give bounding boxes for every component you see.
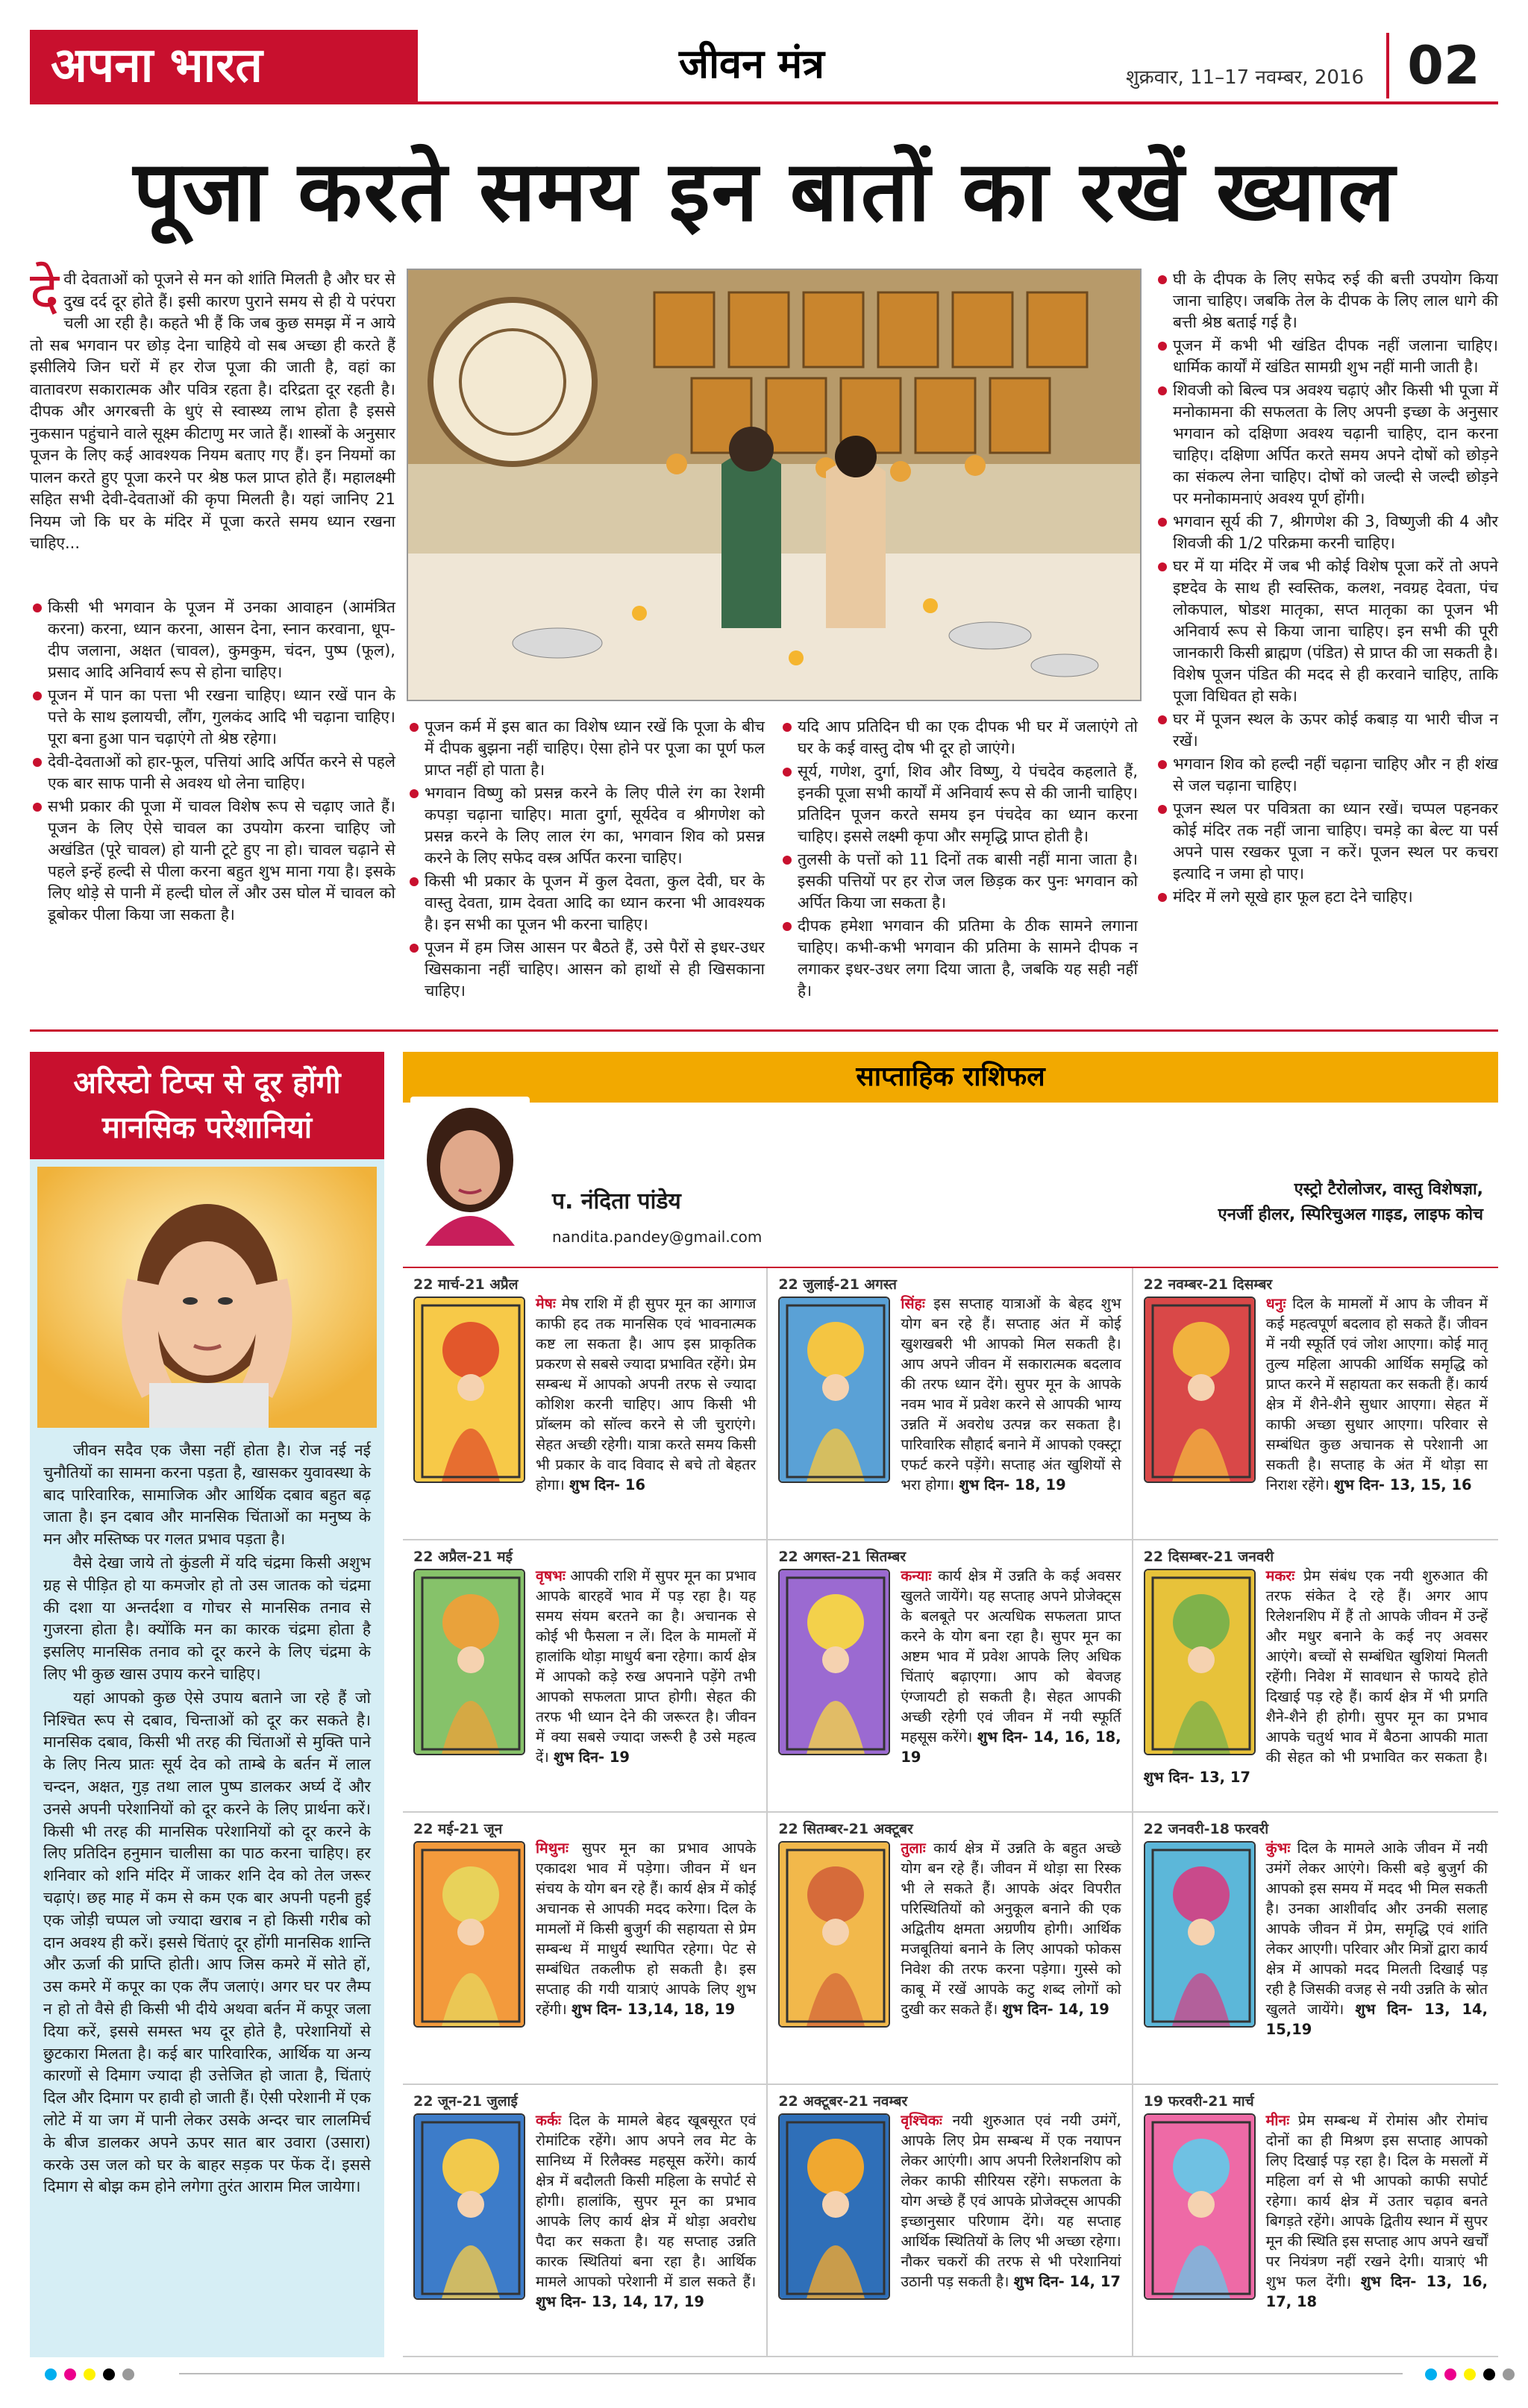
horoscope-card (1133, 2085, 1498, 2357)
woman-illustration (37, 1167, 377, 1428)
color-dot (103, 2368, 115, 2380)
lucky-days: शुभ दिन- 14, 19 (1002, 2001, 1109, 2018)
horoscope-card (403, 1813, 768, 2085)
horoscope-card (768, 2085, 1133, 2357)
list-item: भगवान विष्णु को प्रसन्न करने के लिए पीले रंग का रेशमी कपड़ा चढ़ाना चाहिए। माता दुर्गा, सूर्यदेव व श्रीगणेश को प्रसन्न करने के लिए लाल रंग का, भगवान शिव को प्रसन्न करने के लिए सफेद वस्त्र अर्पित करना चाहिए। (407, 783, 765, 869)
list-item: मंदिर में लगे सूखे हार फूल हटा देने चाहिए। (1155, 886, 1498, 908)
list-item: सूर्य, गणेश, दुर्गा, शिव और विष्णु, ये पंचदेव कहलाते हैं, इनकी पूजा सभी कार्यों में अनिवार्य रूप से की जानी चाहिए। प्रतिदिन पूजन करते समय इन पंचदेव का ध्यान करना चाहिए। इससे लक्ष्मी कृपा और समृद्धि प्राप्त होती है। (780, 761, 1138, 847)
color-dots-right (1425, 2368, 1515, 2380)
tarot-card-image (1144, 1297, 1256, 1483)
lucky-days: शुभ दिन- 13, 15, 16 (1333, 1476, 1472, 1493)
forecast-text: प्रेम संबंध एक नयी शुरुआत की तरफ संकेत दे रहे हैं। अगर आप रिलेशनशिप में हैं तो आपके जीवन में उन्हें और मधुर बनाने के कई नए अवसर आएंगे। बच्चों से सम्बंधित खुशियां मिलती रहेंगी। निवेश में सावधान से फायदे होते दिखाई पड़ रहे हैं। कार्य क्षेत्र में भी प्रगति शैने-शैने ही होगी। सुपर मून का प्रभाव आपके चतुर्थ भाव में बैठना आपकी माता की सेहत को भी प्रभावित कर सकता है। (1265, 1567, 1488, 1766)
sign-name: वृश्चिकः (901, 2112, 942, 2129)
sidebar-title: अरिस्टो टिप्स से दूर होंगी मानसिक परेशानियां (30, 1052, 384, 1159)
list-item: पूजन में कभी भी खंडित दीपक नहीं जलाना चाहिए। धार्मिक कार्यों में खंडित सामग्री शुभ नहीं मानी जाती है। (1155, 335, 1498, 378)
forecast-text: सुपर मून का प्रभाव आपके एकादश भाव में पड़ेगा। जीवन में धन संचय के योग बन रहे हैं। कार्य क्षेत्र में कोई अचानक से आपकी मदद करेगा। दिल के मामलों में किसी बुजुर्ग की सहायता से प्रेम सम्बन्ध में माधुर्य स्थापित रहेगा। पेट से सम्बंधित तकलीफ हो सकती है। इस सप्ताह की गयी यात्राएं आपके लिए शुभ रहेंगी। (536, 1840, 757, 2018)
list-item: तुलसी के पत्तों को 11 दिनों तक बासी नहीं माना जाता है। इसकी पत्तियों पर हर रोज जल छिड़क कर पुनः भगवान को अर्पित किया जा सकता है। (780, 849, 1138, 914)
sign-name: कन्याः (901, 1567, 932, 1584)
rules-column-2 (407, 716, 765, 1003)
dateline: शुक्रवार, 11–17 नवम्बर, 2016 (1126, 66, 1364, 89)
section-divider (30, 1029, 1498, 1032)
sign-date-range: 19 फरवरी-21 मार्च (1143, 2093, 1254, 2110)
tarot-card-image (413, 1841, 525, 2028)
sign-date-range: 22 अगस्त-21 सितम्बर (778, 1549, 907, 1565)
forecast-text: दिल के मामले बेहद खूबसूरत एवं रोमांटिक रहेंगे। आप अपने लव मेट के सानिध्य में रिलैक्स्ड महसूस करेंगे। कार्य क्षेत्र में बदौलती किसी महिला के सपोर्ट से होगी। हालांकि, सुपर मून का प्रभाव आपके लिए कार्य क्षेत्र में थोड़ा अवरोध पैदा कर सकता है। यह सप्ताह उन्नति कारक स्थितियां बना रहा है। आर्थिक मामले आपको परेशानी में डाल सकते हैं। (536, 2112, 757, 2290)
lucky-days: शुभ दिन- 14, 17 (1013, 2273, 1121, 2290)
tarot-card-image (1144, 1569, 1256, 1755)
horoscope-card (1133, 1268, 1498, 1540)
tarot-illustration (415, 2115, 525, 2300)
list-item: शिवजी को बिल्व पत्र अवश्य चढ़ाएं और किसी भी पूजा में मनोकामना की सफलता के लिए अपनी इच्छा के अनुसार भगवान को दक्षिणा अवश्य चढ़ानी चाहिए, दान करना चाहिए। दक्षिणा अर्पित करते समय अपने दोषों को छोड़ने का संकल्प लेना चाहिए। दोषों को जल्दी से जल्दी छोड़ने पर मनोकामनाएं अवश्य पूर्ण होंगी। (1155, 380, 1498, 509)
temple-illustration (408, 270, 1142, 701)
footer-color-bar (30, 2368, 1498, 2383)
horoscope-title-bar (403, 1052, 1498, 1103)
author-avatar (410, 1097, 530, 1246)
horoscope-grid (403, 1267, 1498, 2357)
dropcap: दे (30, 260, 60, 324)
list-item: घी के दीपक के लिए सफेद रुई की बत्ती उपयोग किया जाना चाहिए। जबकि तेल के दीपक के लिए लाल धागे की बत्ती श्रेष्ठ बताई गई है। (1155, 269, 1498, 333)
horoscope-section (403, 1052, 1498, 2310)
color-dot (84, 2368, 96, 2380)
author-portrait (410, 1097, 530, 1246)
color-dot (122, 2368, 134, 2380)
masthead (30, 30, 1498, 104)
color-dot (1444, 2368, 1456, 2380)
tarot-card-image (1144, 2113, 1256, 2300)
sign-date-range: 22 जनवरी-18 फरवरी (1143, 1821, 1269, 1837)
color-dot (1464, 2368, 1476, 2380)
sign-date-range: 22 अक्टूबर-21 नवम्बर (778, 2093, 908, 2110)
list-item: देवी-देवताओं को हार-फूल, पत्तियां आदि अर्पित करने से पहले एक बार साफ पानी से अवश्य धो लेना चाहिए। (30, 751, 395, 794)
sign-name: तुलाः (901, 1840, 926, 1857)
tarot-illustration (1145, 2115, 1256, 2300)
horoscope-card (403, 1540, 768, 1813)
tarot-illustration (1145, 1570, 1256, 1755)
forecast-text: इस सप्ताह यात्राओं के बेहद शुभ योग बन रहे हैं। सप्ताह अंत में कोई खुशखबरी भी आपको मिल सकती है। आप अपने जीवन में सकारात्मक बदलाव की तरफ ध्यान देंगे। सुपर मून के आपके नवम भाव में प्रवेश करने से आपकी भाग्य उन्नति में अवरोध उत्पन्न कर सकता है। पारिवारिक सौहार्द बनाने में आपको एक्स्ट्रा एफर्ट करने पड़ेंगे। सप्ताह अंत खुशियों से भरा होगा। (901, 1295, 1121, 1493)
lucky-days: शुभ दिन- 13, 14, 15,19 (1265, 2001, 1488, 2038)
sign-name: मीनः (1265, 2112, 1290, 2129)
horoscope-card (768, 1268, 1133, 1540)
sign-name: वृषभः (536, 1567, 566, 1584)
list-item: यदि आप प्रतिदिन घी का एक दीपक भी घर में जलाएंगे तो घर के कई वास्तु दोष भी दूर हो जाएंगे। (780, 716, 1138, 759)
footer-rule (179, 2373, 1403, 2374)
horoscope-title: साप्ताहिक राशिफल (856, 1062, 1045, 1092)
list-item: भगवान शिव को हल्दी नहीं चढ़ाना चाहिए और न ही शंख से जल चढ़ाना चाहिए। (1155, 753, 1498, 797)
lucky-days: शुभ दिन- 19 (553, 1749, 630, 1766)
rules-column-1 (30, 597, 395, 927)
list-item: किसी भी प्रकार के पूजन में कुल देवता, कुल देवी, घर के वास्तु देवता, ग्राम देवता आदि का ध्यान करना भी आवश्यक है। इन सभी का पूजन भी करना चाहिए। (407, 871, 765, 935)
sign-date-range: 22 जुलाई-21 अगस्त (778, 1276, 897, 1293)
forecast-text: दिल के मामलों में आप के जीवन में कई महत्वपूर्ण बदलाव हो सकते हैं। जीवन में नयी स्फूर्ति एवं जोश आएगा। कोई मातृ तुल्य महिला आपकी आर्थिक समृद्धि को प्राप्त करने में सहायता कर सकती हैं। कार्य क्षेत्र में शैने-शैने सुधार आएगा। सेहत में काफी अच्छा सुधार आएगा। परिवार से सम्बंधित कुछ अचानक से परेशानी आ सकती है। सप्ताह के अंत में थोड़ा सा निराश रहेंगे। (1265, 1295, 1488, 1493)
rules-column-4 (1155, 269, 1498, 909)
credentials-line: एनर्जी हीलर, स्पिरिचुअल गाइड, लाइफ कोच (1218, 1205, 1483, 1224)
rules-column-3 (780, 716, 1138, 1003)
tarot-illustration (415, 1843, 525, 2028)
sign-date-range: 22 नवम्बर-21 दिसम्बर (1143, 1276, 1273, 1293)
color-dot (1483, 2368, 1495, 2380)
tarot-illustration (415, 1570, 525, 1755)
list-item: दीपक हमेशा भगवान की प्रतिमा के ठीक सामने लगाना चाहिए। कभी-कभी भगवान की प्रतिमा के सामने दीपक न लगाकर इधर-उधर लगा दिया जाता है, जबकि यह सही नहीं है। (780, 915, 1138, 1002)
author-credentials (1218, 1177, 1483, 1228)
color-dots-left (45, 2368, 134, 2380)
forecast-text: कार्य क्षेत्र में उन्नति के कई अवसर खुलते जायेंगे। यह सप्ताह अपने प्रोजेक्ट्स के बलबूते पर अत्यधिक सफलता प्राप्त करने के योग बना रहा है। सुपर मून का अष्टम भाव में प्रवेश आपके लिए अधिक चिंताएं बढ़ाएगा। आप को बेवजह एंग्जायटी हो सकती है। सेहत आपकी अच्छी रहेगी एवं जीवन में नयी स्फूर्ति महसूस करेंगे। (901, 1567, 1121, 1746)
horoscope-card (403, 2085, 768, 2357)
forecast-text: प्रेम सम्बन्ध में रोमांस और रोमांच दोनों का ही मिश्रण इस सप्ताह आपको लिए दिखाई पड़ रहा है। दिल के मसलों में महिला वर्ग से भी आपको काफी सपोर्ट रहेगा। कार्य क्षेत्र में उतार चढ़ाव बनते बिगड़ते रहेंगे। आपके द्वितीय स्थान में सुपर मून की स्थिति इस सप्ताह आप अपने खर्चों पर नियंत्रण नहीं रखने देगी। यात्राएं भी शुभ फल देंगी। (1265, 2112, 1488, 2290)
list-item: पूजन में पान का पत्ता भी रखना चाहिए। ध्यान रखें पान के पत्ते के साथ इलायची, लौंग, गुलकंद आदि भी चढ़ाना चाहिए। पूरा बना हुआ पान चढ़ाएंगे तो श्रेष्ठ रहेगा। (30, 685, 395, 750)
list-item: पूजन स्थल पर पवित्रता का ध्यान रखें। चप्पल पहनकर कोई मंदिर तक नहीं जाना चाहिए। चमड़े का बेल्ट या पर्स अपने पास रखकर पूजा न करें। पूजन स्थल पर कचरा इत्यादि न जमा हो पाए। (1155, 798, 1498, 885)
sign-name: धनुः (1265, 1295, 1286, 1312)
list-item: पूजन में हम जिस आसन पर बैठते हैं, उसे पैरों से इधर-उधर खिसकाना नहीं चाहिए। आसन को हाथों से ही खिसकाना चाहिए। (407, 937, 765, 1002)
paragraph: जीवन सदैव एक जैसा नहीं होता है। रोज नई नई चुनौतियों का सामना करना पड़ता है, खासकर युवावस्था के बाद पारिवारिक, सामाजिक और आर्थिक दबाव बहुत बढ़ जाता है। इन दबाव और मानसिक चिंताओं का मनुष्य के मन और मस्तिष्क पर गलत प्रभाव पड़ता है। (43, 1441, 371, 1549)
tarot-card-image (778, 1841, 890, 2028)
sidebar-body (30, 1428, 384, 2212)
sign-date-range: 22 मार्च-21 अप्रैल (413, 1276, 519, 1293)
tarot-illustration (780, 1570, 890, 1755)
headline: पूजा करते समय इन बातों का रखें ख्याल (133, 142, 1397, 240)
list-item: घर में पूजन स्थल के ऊपर कोई कबाड़ या भारी चीज न रखें। (1155, 709, 1498, 752)
sign-name: मेषः (536, 1295, 556, 1312)
forecast-text: कार्य क्षेत्र में उन्नति के बहुत अच्छे योग बन रहे हैं। जीवन में थोड़ा सा रिस्क भी ले सकते हैं। आपके अंदर विपरीत परिस्थितियों को अनुकूल बनाने की एक अद्वितीय क्षमता अग्रणीय होगी। आर्थिक मजबूतियां बनाने के लिए आपको फोकस निवेश की तरफ करना पड़ेगा। गुस्से को काबू में रखें आपके कटु शब्द लोगों को दुखी कर सकते हैं। (901, 1840, 1121, 2018)
puja-photo (407, 269, 1142, 701)
lucky-days: शुभ दिन- 16 (569, 1476, 646, 1493)
list-item: भगवान सूर्य की 7, श्रीगणेश की 3, विष्णुजी की 4 और शिवजी की 1/2 परिक्रमा करनी चाहिए। (1155, 511, 1498, 554)
lucky-days: शुभ दिन- 13, 17 (1143, 1769, 1250, 1786)
sign-date-range: 22 जून-21 जुलाई (413, 2093, 518, 2110)
lead-text: वी देवताओं को पूजने से मन को शांति मिलती है और घर से दुख दर्द दूर होते हैं। इसी कारण पुराने समय से ही ये परंपरा चली आ रही है। कहते भी हैं कि जब कुछ समझ में न आये तो सब भगवान पर छोड़ देना चाहिये वो सब अच्छा ही करते हैं इसीलिये जिन घरों में हर रोज पूजा की जाती है, वहां का वातावरण सकारात्मक और पवित्र रहता है। दरिद्रता दूर रहती है। दीपक और अगरबत्ती के धुएं से स्वास्थ्य लाभ होता है इससे नुकसान पहुंचाने वाले सूक्ष्म कीटाणु मर जाते हैं। शास्त्रों के अनुसार पूजन के लिए कई आवश्यक नियम बताए गए हैं। इन नियमों का पालन करते हुए पूजा करने पर श्रेष्ठ फल प्राप्त होते हैं। महालक्ष्मी सहित सभी देवी-देवताओं की कृपा मिलती है। यहां जानिए 21 नियम जो कि घर के मंदिर में पूजा करते समय ध्यान रखना चाहिए... (30, 270, 395, 552)
author-email: nandita.pandey@gmail.com (552, 1228, 763, 1246)
horoscope-card (403, 1268, 768, 1540)
lucky-days: शुभ दिन- 13,14, 18, 19 (571, 2001, 736, 2018)
tarot-card-image (413, 2113, 525, 2300)
sign-date-range: 22 दिसम्बर-21 जनवरी (1143, 1549, 1274, 1565)
sign-name: मिथुनः (536, 1840, 569, 1857)
sign-name: सिंहः (901, 1295, 925, 1312)
list-item: सभी प्रकार की पूजा में चावल विशेष रूप से चढ़ाए जाते हैं। पूजन के लिए ऐसे चावल का उपयोग करना चाहिए जो अखंडित (पूरे चावल) हो यानी टूटे हुए ना हो। चावल चढ़ाने से पहले इन्हें हल्दी से पीला करना बहुत शुभ माना गया है। इसके लिए थोड़े से पानी में हल्दी घोल लें और उस घोल में चावल को डूबोकर पीला किया जा सकता है। (30, 796, 395, 926)
credentials-line: एस्ट्रो टैरोलोजर, वास्तु विशेषज्ञा, (1294, 1180, 1483, 1199)
color-dot (1503, 2368, 1515, 2380)
section-title: जीवन मंत्र (679, 40, 824, 87)
color-dot (1425, 2368, 1437, 2380)
tarot-card-image (1144, 1841, 1256, 2028)
sign-date-range: 22 मई-21 जून (413, 1821, 503, 1837)
author-block (403, 1103, 1498, 1259)
lead-paragraph (30, 260, 395, 555)
list-item: घर में या मंदिर में जब भी कोई विशेष पूजा करें तो अपने इष्टदेव के साथ ही स्वस्तिक, कलश, नवग्रह देवता, पंच लोकपाल, षोडश मातृका, सप्त मातृका का पूजन भी अनिवार्य रूप से किया जाना चाहिए। इन सभी की पूरी जानकारी किसी ब्राह्मण (पंडित) से प्राप्त की जा सकती है। विशेष पूजन पंडित की मदद से ही करवाने चाहिए, ताकि पूजा विधिवत हो सके। (1155, 556, 1498, 707)
lucky-days: शुभ दिन- 18, 19 (959, 1476, 1066, 1493)
sidebar-article (30, 1052, 384, 2357)
sign-name: कुंभः (1265, 1840, 1291, 1857)
tarot-card-image (778, 2113, 890, 2300)
sign-name: कर्कः (536, 2112, 561, 2129)
tarot-card-image (413, 1297, 525, 1483)
tarot-illustration (1145, 1298, 1256, 1483)
tarot-card-image (778, 1569, 890, 1755)
horoscope-card (768, 1813, 1133, 2085)
color-dot (45, 2368, 57, 2380)
forecast-text: दिल के मामले आके जीवन में नयी उमंगें लेकर आएंगे। किसी बड़े बुजुर्ग की आपको इस समय में मदद भी मिल सकती है। उनका आशीर्वाद और उनकी सलाह आपके जीवन में प्रेम, समृद्धि एवं शांति लेकर आएगी। परिवार और मित्रों द्वारा कार्य क्षेत्र में आपको मदद मिलती दिखाई पड़ रही है जिसकी वजह से नयी उन्नति के स्रोत खुलते जायेंगे। (1265, 1840, 1488, 2018)
tarot-illustration (1145, 1843, 1256, 2028)
forecast-text: मेष राशि में ही सुपर मून का आगाज काफी हद तक मानसिक एवं भावनात्मक कष्ट ला सकता है। आप इस प्राकृतिक प्रकरण से सबसे ज्यादा प्रभावित रहेंगे। प्रेम सम्बन्ध में आपको अपनी तरफ से ज्यादा कोशिश करनी चाहिए। आप किसी भी प्रॉब्लम को सॉल्व करने से जी चुराएंगे। सेहत अच्छी रहेगी। यात्रा करते समय किसी भी प्रकार के वाद विवाद से बचे तो बेहतर होगा। (536, 1295, 757, 1493)
paragraph: यहां आपको कुछ ऐसे उपाय बताने जा रहे हैं जो निश्चित रूप से दबाव, चिन्ताओं को दूर कर सकते है। मानसिक दबाव, किसी भी तरह की चिंताओं से मुक्ति पाने के लिए नित्य प्रातः सूर्य देव को ताम्बे के बर्तन में लाल चन्दन, अक्षत, गुड़ तथा लाल पुष्प डालकर अर्घ्य दें और उनसे अपनी परेशानियों को दूर करने के लिए प्रार्थना करें। किसी भी तरह की मानसिक परेशानियों को दूर करने के लिए प्रतिदिन हनुमान चालीसा का पाठ करना चाहिए। हर शनिवार को शनि मंदिर में जाकर शनि देव को तेल जरूर चढ़ाएं। छह माह में कम से कम एक बार अपनी पहनी हुई एक जोड़ी चप्पल जो ज्यादा खराब न हो किसी गरीब को दान अवश्य ही करें। इससे चिंताएं दूर होंगी मानसिक शान्ति और ऊर्जा की प्राप्ति होती। आप जिस कमरे में सोते हों, उस कमरे में कपूर का एक लैंप जलाएं। अगर घर पर लैम्प न हो तो वैसे ही किसी भी दीये अथवा बर्तन में कपूर जला दिया करें, इससे समस्त भय दूर होते है, परेशानियों से छुटकारा मिलता है। कई बार पारिवारिक, आर्थिक या अन्य कारणों से दिमाग ज्यादा ही उत्तेजित हो जाता है, चिंताएं दिल और दिमाग पर हावी हो जाती हैं। ऐसी परेशानी में एक लोटे में या जग में पानी लेकर उसके अन्दर चार लालमिर्च के बीज डालकर अपने ऊपर सात बार उवारा (उसारा) करके उस जल को घर के बाहर सड़क पर फेंक दें। इससे दिमाग से बोझ कम होने लगेगा तुरंत आराम मिल जायेगा। (43, 1688, 371, 2196)
tarot-illustration (415, 1298, 525, 1483)
author-name: प. नंदिता पांडेय (552, 1188, 681, 1214)
brand-logo: अपना भारत (30, 30, 418, 101)
horoscope-card (1133, 1813, 1498, 2085)
forecast-text: नयी शुरुआत एवं नयी उमंगें, आपके लिए प्रेम सम्बन्ध में एक नयापन लेकर आएंगी। आप अपनी रिलेशनशिप को लेकर काफी सीरियस रहेंगे। सफलता के योग अच्छे हैं एवं आपके प्रोजेक्ट्स आपकी इच्छानुसार परिणाम देंगे। यह सप्ताह आर्थिक स्थितियों के लिए भी अच्छा रहेगा। नौकर चकरों की तरफ से भी परेशानियां उठानी पड़ सकती है। (901, 2112, 1121, 2290)
sign-date-range: 22 अप्रैल-21 मई (413, 1549, 513, 1565)
horoscope-card (768, 1540, 1133, 1813)
list-item: किसी भी भगवान के पूजन में उनका आवाहन (आमंत्रित करना) करना, ध्यान करना, आसन देना, स्नान करवाना, धूप-दीप जलाना, अक्षत (चावल), कुमकुम, चंदन, पुष्प (फूल), प्रसाद आदि अनिवार्य रूप से होना चाहिए। (30, 597, 395, 683)
tarot-illustration (780, 2115, 890, 2300)
page-number: 02 (1386, 33, 1498, 98)
horoscope-card (1133, 1540, 1498, 1813)
tarot-illustration (780, 1298, 890, 1483)
stressed-woman-photo (37, 1167, 377, 1428)
tarot-card-image (413, 1569, 525, 1755)
list-item: पूजन कर्म में इस बात का विशेष ध्यान रखें कि पूजा के बीच में दीपक बुझना नहीं चाहिए। ऐसा होने पर पूजा का पूर्ण फल प्राप्त नहीं हो पाता है। (407, 716, 765, 781)
lucky-days: शुभ दिन- 14, 16, 18, 19 (901, 1728, 1121, 1766)
forecast-text: आपकी राशि में सुपर मून का प्रभाव आपके बारहवें भाव में पड़ रहा है। यह समय संयम बरतने का है। अचानक से कोई भी फैसला न लें। दिल के मामलों में हालांकि थोड़ा माधुर्य बना रहेगा। कार्य क्षेत्र में आपको कड़े रुख अपनाने पड़ेंगे तभी आपको सफलता प्राप्त होगी। सेहत की तरफ भी ध्यान देने की जरूरत है। जीवन में क्या सबसे ज्यादा जरूरी है उसे महत्व दें। (536, 1567, 757, 1766)
sign-name: मकरः (1265, 1567, 1295, 1584)
paragraph: वैसे देखा जाये तो कुंडली में यदि चंद्रमा किसी अशुभ ग्रह से पीड़ित हो या कमजोर हो तो उस जातक को चंद्रमा की दशा या अन्तर्दशा व गोचर से मानसिक तनाव से गुजरना होता है। क्योंकि मन का कारक चंद्रमा होता है इसलिए मानसिक तनाव को दूर करने के लिए चंद्रमा के लिए भी कुछ खास उपाय करने चाहिए। (43, 1553, 371, 1683)
color-dot (64, 2368, 76, 2380)
tarot-card-image (778, 1297, 890, 1483)
sign-date-range: 22 सितम्बर-21 अक्टूबर (778, 1821, 913, 1837)
tarot-illustration (780, 1843, 890, 2028)
lucky-days: शुभ दिन- 13, 16, 17, 18 (1265, 2273, 1488, 2310)
lucky-days: शुभ दिन- 13, 14, 17, 19 (536, 2293, 705, 2310)
